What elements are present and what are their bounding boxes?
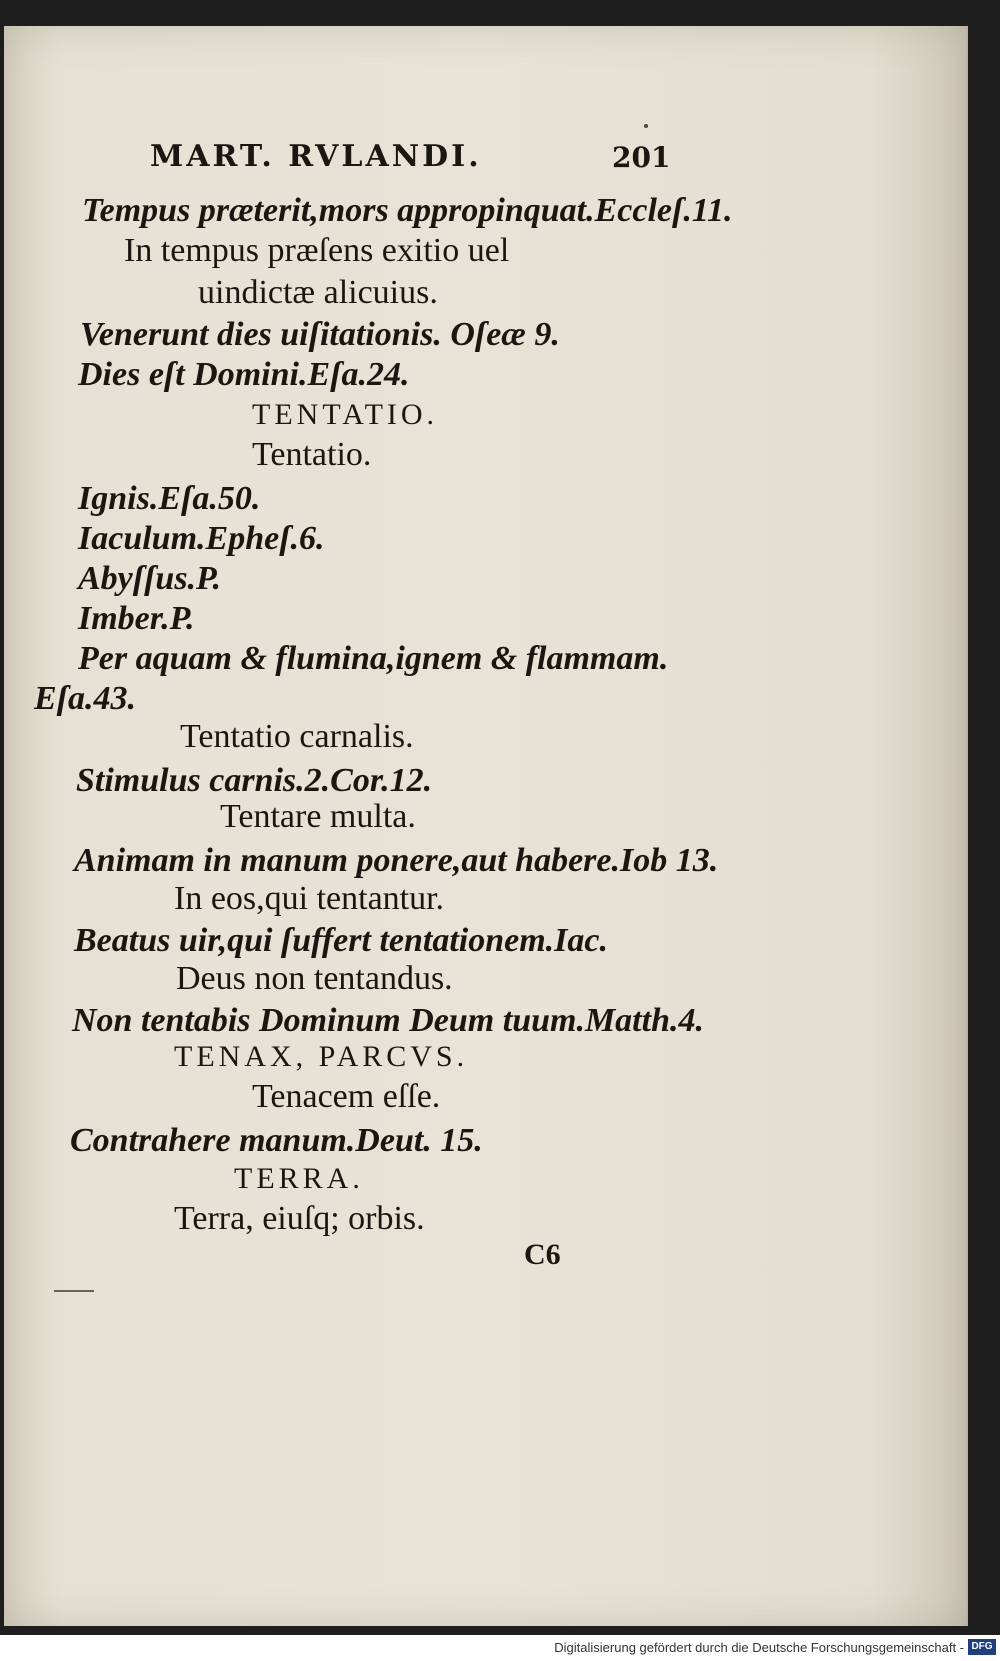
text-line: Stimulus carnis.2.Cor.12. — [76, 762, 433, 799]
footer-credit: Digitalisierung gefördert durch die Deutsche Forschungsgemeinschaft - — [554, 1640, 964, 1655]
text-line: Venerunt dies uiſitationis. Oſeæ 9. — [80, 316, 560, 353]
digitization-footer — [0, 1635, 1000, 1661]
ink-speck — [54, 1290, 94, 1292]
ink-speck — [644, 124, 648, 128]
running-head: MART. RVLANDI. — [150, 139, 482, 174]
text-line: Contrahere manum.Deut. 15. — [70, 1122, 483, 1159]
subheading: Tentatio carnalis. — [180, 718, 414, 755]
signature-mark: C6 — [524, 1238, 561, 1271]
subheading: Tentare multa. — [220, 798, 416, 835]
text-line: Dies eſt Domini.Eſa.24. — [78, 356, 410, 393]
subheading: Deus non tentandus. — [176, 960, 453, 997]
text-line: Ignis.Eſa.50. — [78, 480, 261, 517]
subheading: Tentatio. — [252, 436, 372, 473]
text-line: Tempus præterit,mors appropinquat.Eccleſ.11. — [82, 192, 733, 229]
text-line: uindictæ alicuius. — [198, 274, 438, 311]
text-line: Animam in manum ponere,aut habere.Iob 13. — [74, 842, 719, 879]
text-line: Imber.P. — [78, 600, 195, 637]
subheading: Terra, eiuſq; orbis. — [174, 1200, 425, 1237]
text-line: Eſa.43. — [34, 680, 136, 717]
subheading: In eos,qui tentantur. — [174, 880, 445, 917]
text-line: Per aquam & flumina,ignem & flammam. — [78, 640, 669, 677]
text-line: Iaculum.Epheſ.6. — [78, 520, 325, 557]
section-heading: TENTATIO. — [252, 398, 439, 431]
text-line: Non tentabis Dominum Deum tuum.Matth.4. — [72, 1002, 704, 1039]
text-line: In tempus præſens exitio uel — [124, 232, 510, 269]
text-line: Beatus uir,qui ſuffert tentationem.Iac. — [74, 922, 609, 959]
page-number: 201 — [612, 141, 671, 174]
subheading: Tenacem eſſe. — [252, 1078, 441, 1115]
section-heading: TERRA. — [234, 1162, 364, 1195]
text-line: Abyſſus.P. — [78, 560, 221, 597]
book-page — [4, 26, 968, 1626]
dfg-logo: DFG — [968, 1639, 996, 1655]
section-heading: TENAX, PARCVS. — [174, 1040, 469, 1073]
